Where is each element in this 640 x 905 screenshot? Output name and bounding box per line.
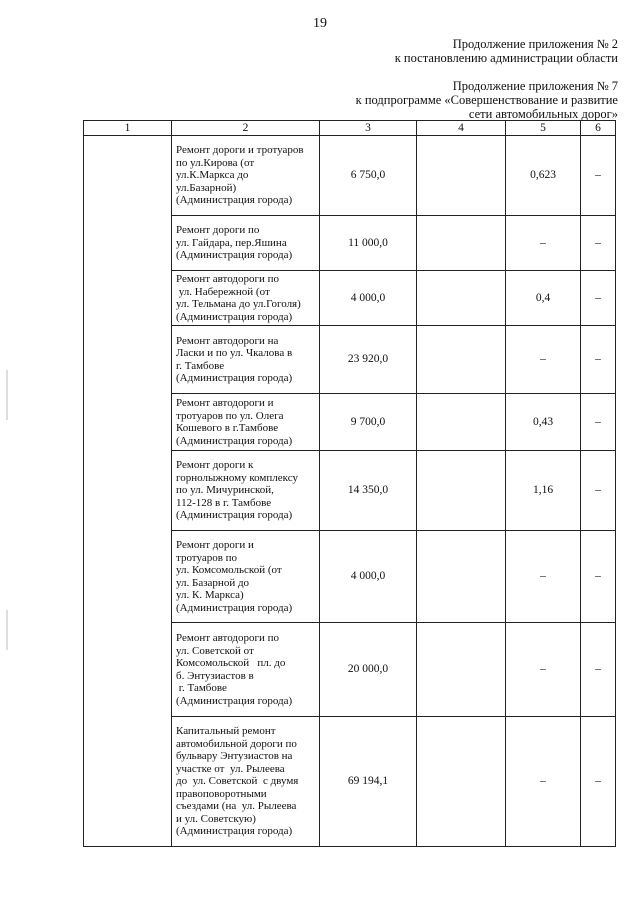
description-line: Капитальный ремонт (176, 725, 276, 738)
description-line: (Администрация города) (176, 310, 293, 323)
work-description-cell (172, 326, 320, 394)
description-line: Ремонт автодороги по (176, 632, 280, 644)
description-line: тротуаров по ул. Олега (176, 409, 284, 422)
heading-line: к подпрограмме «Совершенствование и развитие (355, 93, 618, 107)
work-description-cell (172, 136, 320, 216)
amount-cell: 9 700,0 (320, 394, 417, 451)
column-6-cell: – (581, 216, 616, 271)
description-line: Ремонт дороги по (176, 224, 260, 237)
description-line: автомобильной дороги по (176, 737, 297, 750)
work-description-cell (172, 531, 320, 623)
column-6-cell: – (581, 531, 616, 623)
description-line: (Администрация города) (176, 372, 293, 384)
column-5-cell: 0,623 (506, 136, 581, 216)
column-6-cell: – (581, 271, 616, 326)
column-6-cell: – (581, 717, 616, 847)
appendix-heading-1 (395, 37, 618, 65)
description-line: ул. Комсомольской (от (176, 564, 282, 576)
description-line: (Администрация города) (176, 694, 293, 707)
description-line: до ул. Советской с двумя (176, 775, 299, 788)
description-line: Ремонт автодороги на (176, 334, 279, 347)
description-line: ул.Базарной) (176, 181, 237, 194)
amount-cell: 4 000,0 (320, 531, 417, 623)
work-description-cell (172, 271, 320, 326)
work-description-cell (172, 623, 320, 717)
amount-cell: 4 000,0 (320, 271, 417, 326)
scan-edge-mark (6, 610, 8, 650)
column-header: 6 (581, 121, 616, 136)
description-line: ул. Набережной (от (176, 285, 270, 298)
heading-line: Продолжение приложения № 7 (452, 79, 618, 93)
work-description-cell (172, 394, 320, 451)
description-line: 112-128 в г. Тамбове (176, 496, 272, 509)
description-line: Ремонт автодороги по (176, 273, 280, 285)
column-header: 3 (320, 121, 417, 136)
description-line: съездами (на ул. Рылеева (176, 800, 297, 813)
column-4-cell (417, 271, 506, 326)
column-5-cell: – (506, 717, 581, 847)
column-5-cell: – (506, 216, 581, 271)
column-6-cell: – (581, 326, 616, 394)
column-4-cell (417, 451, 506, 531)
description-line: бульвару Энтузиастов на (176, 750, 293, 763)
column-6-cell: – (581, 623, 616, 717)
column-5-cell: 0,43 (506, 394, 581, 451)
column-4-cell (417, 136, 506, 216)
program-table (83, 120, 616, 847)
column-4-cell (417, 216, 506, 271)
column-5-cell: – (506, 326, 581, 394)
description-line: горнолыжному комплексу (176, 471, 298, 484)
description-line: б. Энтузиастов в (176, 669, 254, 682)
description-line: Комсомольской пл. до (176, 657, 286, 669)
amount-cell: 14 350,0 (320, 451, 417, 531)
heading-line: сети автомобильных дорог» (468, 107, 618, 121)
description-line: (Администрация города) (176, 601, 293, 614)
column-6-cell: – (581, 451, 616, 531)
description-line: ул. К. Маркса) (176, 589, 244, 601)
column-header: 4 (417, 121, 506, 136)
appendix-heading-2 (356, 79, 618, 121)
description-line: (Администрация города) (176, 194, 293, 207)
scan-edge-mark (6, 370, 8, 420)
description-line: правоповоротными (176, 787, 267, 800)
amount-cell: 20 000,0 (320, 623, 417, 717)
description-line: тротуаров по (176, 551, 238, 564)
description-line: (Администрация города) (176, 825, 293, 838)
description-line: Ремонт дороги к (176, 459, 254, 472)
column-4-cell (417, 394, 506, 451)
description-line: (Администрация города) (176, 434, 293, 447)
description-line: Ремонт автодороги и (176, 397, 274, 409)
description-line: ул. Тельмана до ул.Гоголя) (176, 298, 301, 310)
column-5-cell: – (506, 531, 581, 623)
description-line: Ремонт дороги и тротуаров (176, 144, 304, 157)
column-4-cell (417, 717, 506, 847)
description-line: по ул. Мичуринской, (176, 484, 274, 497)
column-4-cell (417, 326, 506, 394)
description-line: (Администрация города) (176, 509, 293, 522)
description-line: ул. Базарной до (176, 576, 250, 589)
amount-cell: 11 000,0 (320, 216, 417, 271)
table-row (84, 136, 616, 216)
amount-cell: 6 750,0 (320, 136, 417, 216)
column-5-cell: 1,16 (506, 451, 581, 531)
column-1-cell (84, 136, 172, 847)
column-4-cell (417, 531, 506, 623)
column-6-cell: – (581, 394, 616, 451)
work-description-cell (172, 451, 320, 531)
column-5-cell: 0,4 (506, 271, 581, 326)
page-number: 19 (313, 16, 327, 31)
description-line: Ласки и по ул. Чкалова в (176, 347, 293, 359)
amount-cell: 69 194,1 (320, 717, 417, 847)
description-line: (Администрация города) (176, 249, 293, 262)
header-row (84, 121, 616, 136)
table-body (84, 136, 616, 847)
description-line: и ул. Советскую) (176, 812, 256, 825)
heading-line: Продолжение приложения № 2 (452, 37, 618, 51)
work-description-cell (172, 216, 320, 271)
description-line: г. Тамбове (176, 359, 225, 372)
column-header: 2 (172, 121, 320, 136)
column-6-cell: – (581, 136, 616, 216)
amount-cell: 23 920,0 (320, 326, 417, 394)
description-line: участке от ул. Рылеева (176, 762, 285, 775)
description-line: Ремонт дороги и (176, 539, 254, 551)
work-description-cell (172, 717, 320, 847)
description-line: ул. Советской от (176, 644, 254, 657)
heading-line: к постановлению администрации области (394, 51, 618, 65)
column-5-cell: – (506, 623, 581, 717)
description-line: ул. Гайдара, пер.Яшина (176, 236, 287, 249)
description-line: по ул.Кирова (от (176, 156, 255, 169)
column-header: 5 (506, 121, 581, 136)
description-line: г. Тамбове (176, 682, 227, 694)
column-4-cell (417, 623, 506, 717)
description-line: Кошевого в г.Тамбове (176, 422, 279, 434)
description-line: ул.К.Маркса до (176, 169, 249, 182)
column-header: 1 (84, 121, 172, 136)
